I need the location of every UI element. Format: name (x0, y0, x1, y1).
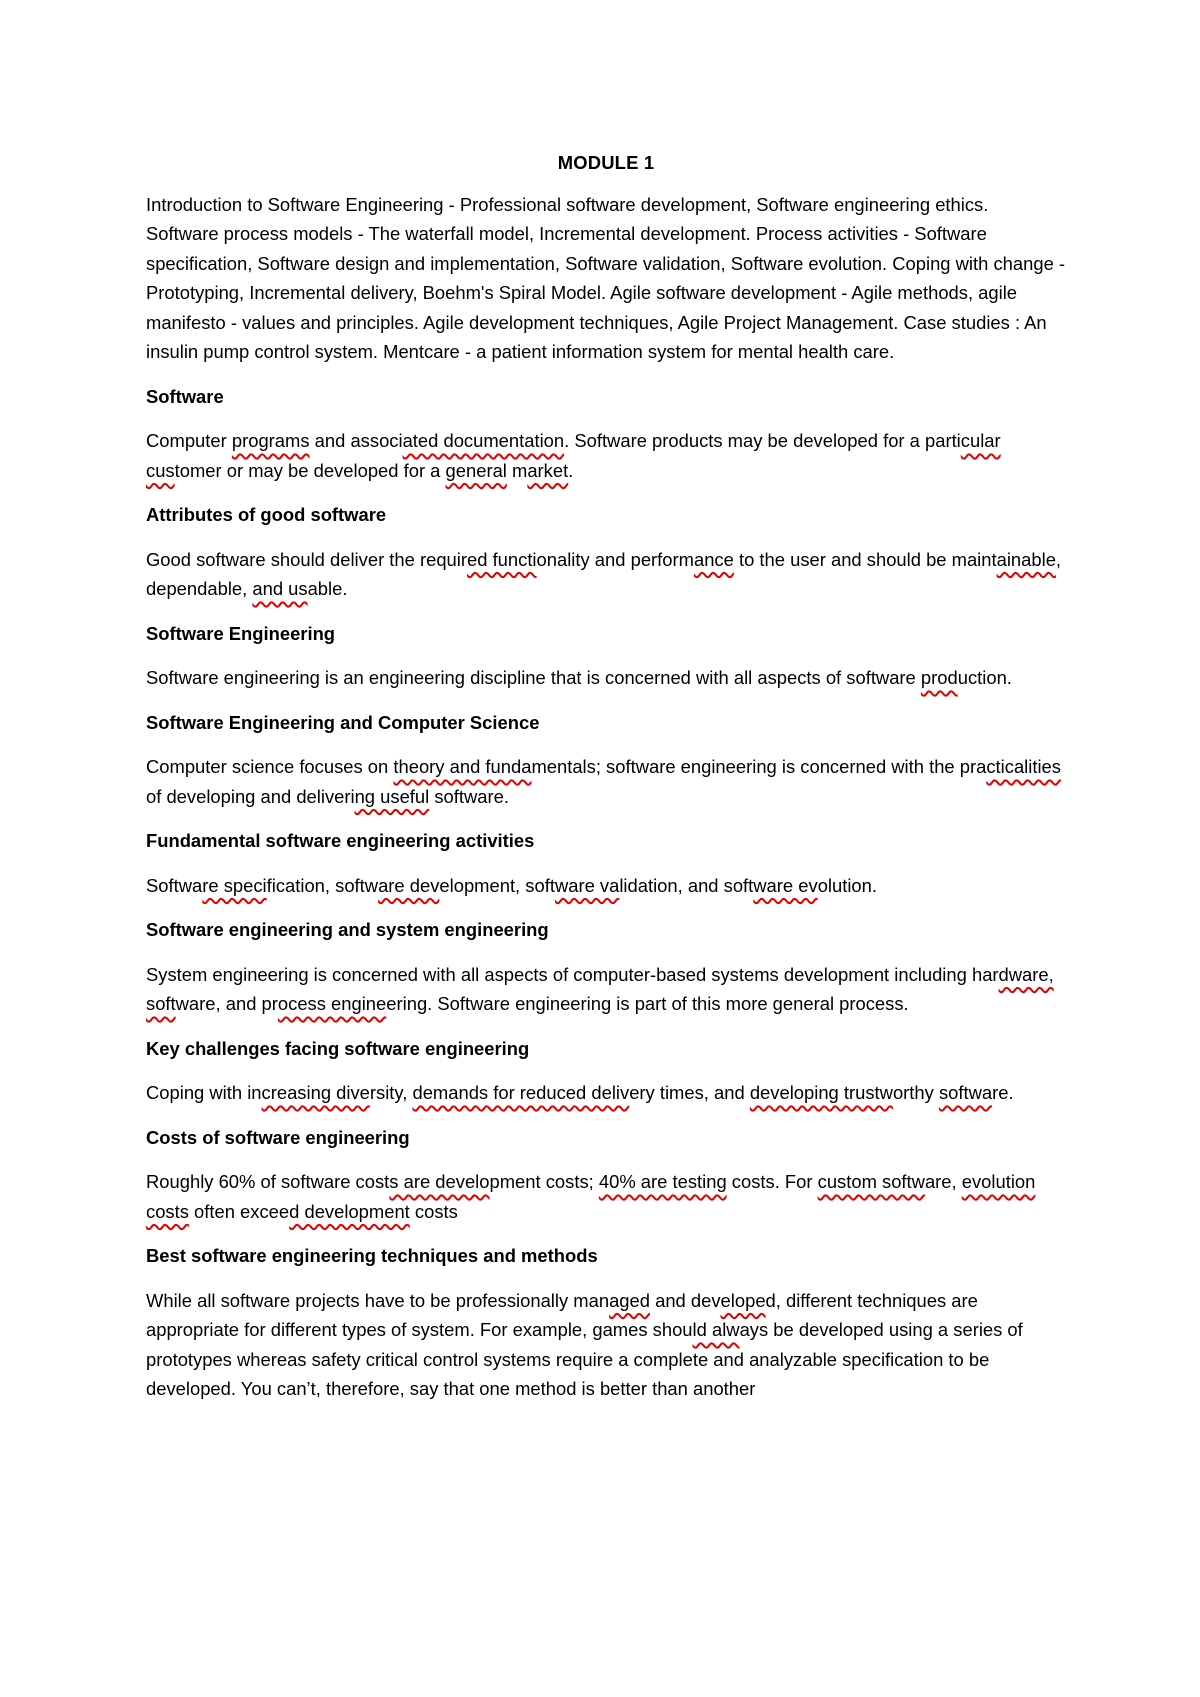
section-paragraph: While all software projects have to be professionally managed and developed, different techniques are appropriate for different types of system. For example, games should always be developed using a series of prototypes whereas safety critical control systems require a complete and analyzable specification to be developed. You can’t, therefore, say that one method is better than another (146, 1289, 1023, 1399)
section-paragraph: Good software should deliver the required functionality and performance to the user and should be maintainable, dependable, and usable. (146, 548, 1062, 599)
annotation-underline: arket (527, 459, 569, 481)
annotation-underline: s are develo (389, 1171, 490, 1192)
section-heading: Costs of software engineering (146, 1126, 410, 1148)
section-paragraph: Coping with increasing diversity, demands for reduced delivery times, and developing trustworthy software. (146, 1082, 1014, 1103)
annotation-underline: ng useful (354, 785, 430, 807)
annotation-underline: developing trustw (749, 1082, 893, 1103)
annotation-underline: ware va (554, 874, 620, 896)
annotation-underline: 40% are testing (598, 1171, 727, 1192)
annotation-underline: dware, soft (146, 963, 1054, 1014)
section-heading: Software (146, 385, 224, 407)
annotation-underline: ed functi (467, 548, 537, 570)
annotation-underline: softwa (938, 1082, 993, 1103)
page-title: MODULE 1 (557, 152, 655, 173)
section-paragraph: Roughly 60% of software costs are development costs; 40% are testing costs. For custom software, evolution costs often exceed development costs (146, 1171, 1036, 1222)
annotation-underline: aged (609, 1289, 650, 1311)
section-paragraph: Software specification, software development, software validation, and software evolution. (146, 874, 877, 896)
annotation-underline: ance (693, 548, 734, 570)
section-paragraph: System engineering is concerned with all aspects of computer-based systems development including hardware, software, and process engineering. Software engineering is part of this more general process. (146, 963, 1054, 1014)
section-heading: Software engineering and system engineering (146, 919, 549, 940)
annotation-underline: cticalities (986, 756, 1061, 777)
annotation-underline: prod (920, 667, 958, 688)
annotation-underline: d development (289, 1200, 410, 1222)
annotation-underline: creasing dive (261, 1082, 370, 1103)
annotation-underline: ld alw (692, 1319, 740, 1340)
annotation-underline: demands for reduced deliv (412, 1082, 630, 1103)
section-paragraph: Software engineering is an engineering discipline that is concerned with all aspects of software production. (146, 667, 1012, 688)
annotation-underline: ated documentation (402, 430, 565, 451)
annotation-underline: programs (231, 430, 310, 451)
section-heading: Key challenges facing software engineering (146, 1037, 530, 1059)
document-content (146, 148, 1066, 1419)
section-heading: Software Engineering and Computer Science (146, 711, 540, 733)
section-heading: Attributes of good software (146, 504, 387, 525)
section-paragraph: Computer science focuses on theory and fundamentals; software engineering is concerned with the practicalities of developing and delivering useful software. (146, 756, 1061, 807)
annotation-underline: evolution costs (146, 1171, 1036, 1222)
sections (146, 382, 1066, 1404)
section-heading: Best software engineering techniques and methods (146, 1245, 598, 1266)
annotation-underline: theory and funda (393, 756, 532, 777)
annotation-underline: are dev (378, 874, 440, 896)
annotation-underline: elope (720, 1289, 766, 1311)
annotation-underline: ainable (996, 548, 1056, 570)
annotation-underline: cular cus (146, 430, 1001, 481)
annotation-underline: custom softw (817, 1171, 925, 1192)
annotation-underline: ocess engine (277, 993, 387, 1014)
annotation-underline: and us (252, 578, 308, 599)
annotation-underline: re speci (202, 874, 267, 896)
annotation-underline: ware ev (753, 874, 818, 896)
annotation-underline: general (445, 459, 507, 481)
section-paragraph: Computer programs and associated documentation. Software products may be developed for a particular customer or may be developed for a general market. (146, 430, 1001, 481)
intro-paragraph: Introduction to Software Engineering - Professional software development, Software engineering ethics. Software process models - The waterfall model, Incremental development. Process activities - Software specification, Software design and implementation, Software validation, Software evolution. Coping with change - Prototyping, Incremental delivery, Boehm's Spiral Model. Agile software development - Agile methods, agile manifesto - values and principles. Agile development techniques, Agile Project Management. Case studies : An insulin pump control system. Mentcare - a patient information system for mental health care. (146, 193, 1066, 362)
section-heading: Fundamental software engineering activities (146, 830, 535, 851)
section-heading: Software Engineering (146, 622, 336, 644)
